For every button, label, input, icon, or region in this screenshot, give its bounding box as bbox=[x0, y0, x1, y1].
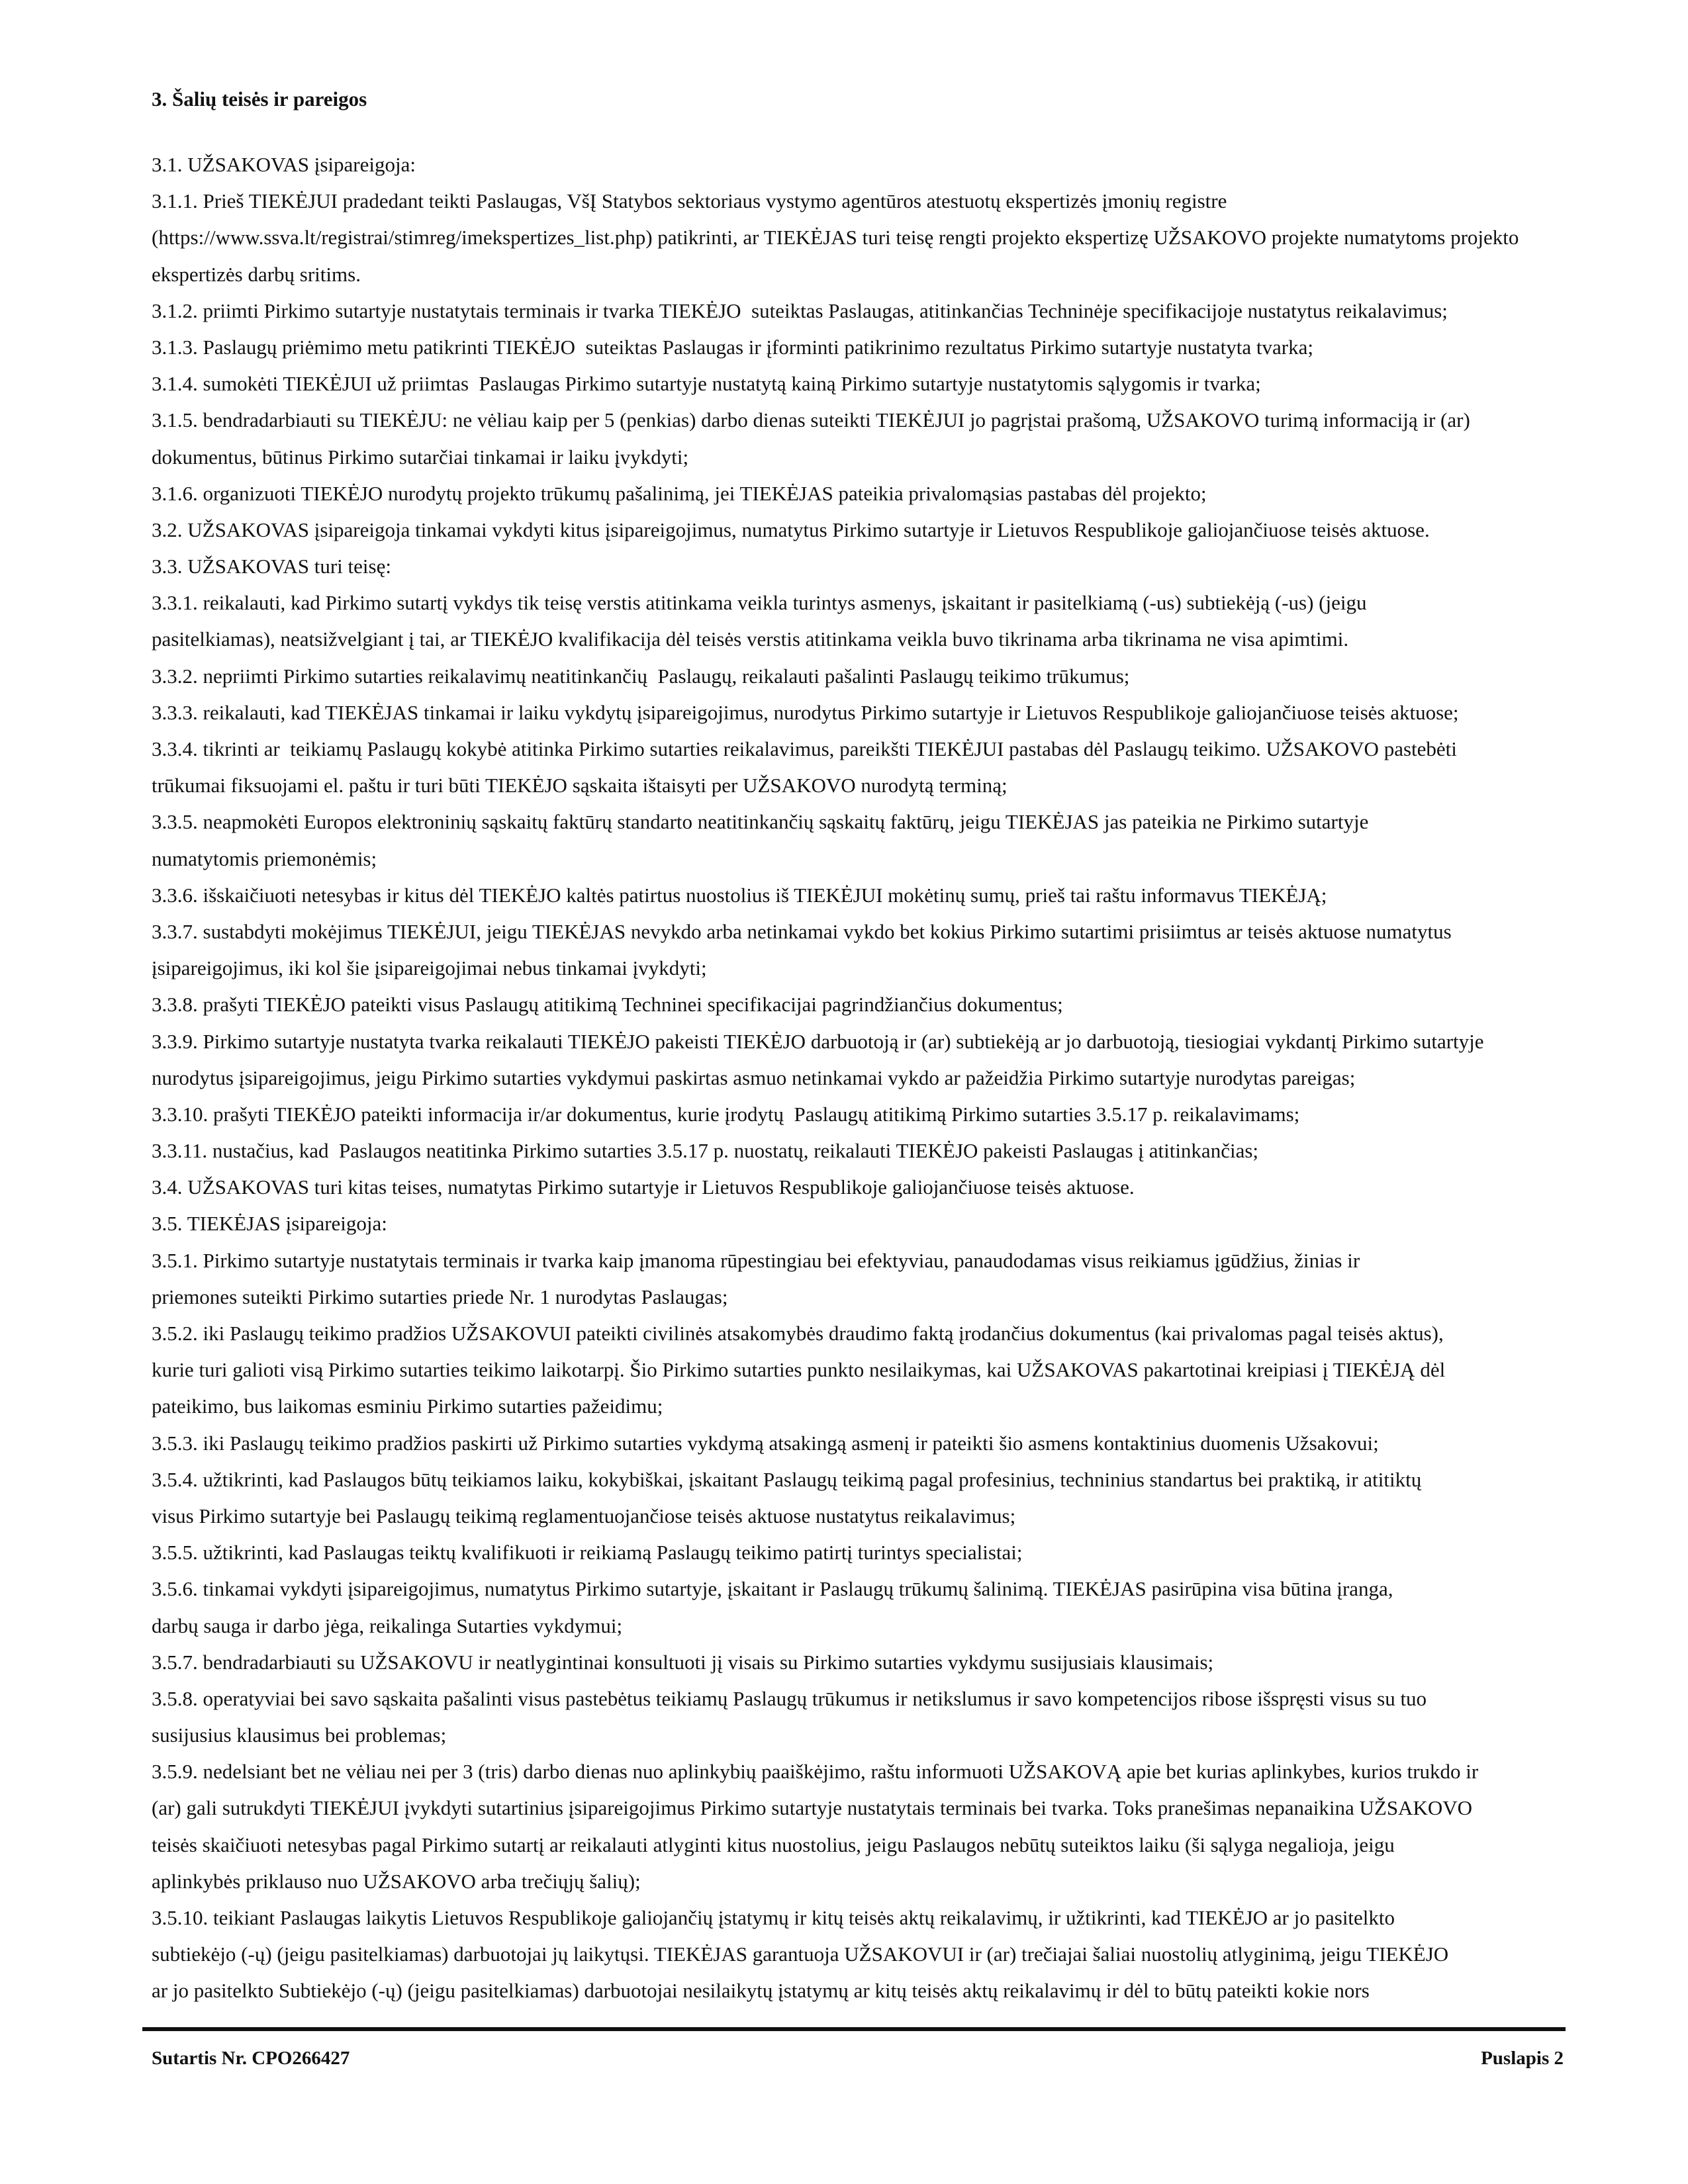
text-line: 3.1.2. priimti Pirkimo sutartyje nustatytais terminais ir tvarka TIEKĖJO suteiktas Paslaugas, atitinkančias Techninėje specifikacijoje nustatytus reikalavimus; bbox=[152, 298, 1448, 322]
text-line: 3.3.7. sustabdyti mokėjimus TIEKĖJUI, jeigu TIEKĖJAS nevykdo arba netinkamai vykdo bet kokius Pirkimo sutartimi prisiimtus ar teisės aktuose numatytus bbox=[152, 919, 1452, 943]
text-line: 3.3.4. tikrinti ar teikiamų Paslaugų kokybė atitinka Pirkimo sutarties reikalavimus, pareikšti TIEKĖJUI pastabas dėl Paslaugų teikimo. UŽSAKOVO pastebėti bbox=[152, 737, 1457, 760]
text-line: 3.1.6. organizuoti TIEKĖJO nurodytų projekto trūkumų pašalinimą, jei TIEKĖJAS pateikia privalomąsias pastabas dėl projekto; bbox=[152, 481, 1207, 505]
text-line: 3.3.8. prašyti TIEKĖJO pateikti visus Paslaugų atitikimą Techninei specifikacijai pagrindžiančius dokumentus; bbox=[152, 993, 1063, 1017]
text-line: 3.1.4. sumokėti TIEKĖJUI už priimtas Paslaugas Pirkimo sutartyje nustatytą kainą Pirkimo sutartyje nustatytomis sąlygomis ir tvarka; bbox=[152, 372, 1261, 396]
text-line: 3.5.3. iki Paslaugų teikimo pradžios paskirti už Pirkimo sutarties vykdymą atsakingą asmenį ir pateikti šio asmens kontaktinius duomenis Užsakovui; bbox=[152, 1431, 1379, 1455]
text-line: visus Pirkimo sutartyje bei Paslaugų teikimą reglamentuojančiose teisės aktuose nustatytus reikalavimus; bbox=[152, 1504, 1016, 1527]
text-line: ar jo pasitelkto Subtiekėjo (-ų) (jeigu pasitelkiamas) darbuotojai nesilaikytų įstatymų ar kitų teisės aktų reikalavimų ir dėl to būtų pateikti kokie nors bbox=[152, 1979, 1370, 2003]
text-line: 3.1.3. Paslaugų priėmimo metu patikrinti TIEKĖJO suteiktas Paslaugas ir įforminti patikrinimo rezultatus Pirkimo sutartyje nustatyta tvarka; bbox=[152, 335, 1313, 359]
text-line: kurie turi galioti visą Pirkimo sutarties teikimo laikotarpį. Šio Pirkimo sutarties punkto nesilaikymas, kai UŽSAKOVAS pakartotinai kreipiasi į TIEKĖJĄ dėl bbox=[152, 1358, 1446, 1382]
text-line: 3.5.7. bendradarbiauti su UŽSAKOVU ir neatlygintinai konsultuoti jį visais su Pirkimo sutarties vykdymu susijusiais klausimais; bbox=[152, 1650, 1214, 1674]
text-line: 3.5.10. teikiant Paslaugas laikytis Lietuvos Respublikoje galiojančių įstatymų ir kitų teisės aktų reikalavimų, ir užtikrinti, kad TIEKĖJO ar jo pasitelkto bbox=[152, 1906, 1395, 1929]
text-line: 3.1.1. Prieš TIEKĖJUI pradedant teikti Paslaugas, VšĮ Statybos sektoriaus vystymo agentūros atestuotų ekspertizės įmonių registre bbox=[152, 189, 1227, 213]
text-line: pasitelkiamas), neatsižvelgiant į tai, ar TIEKĖJO kvalifikacija dėl teisės verstis atitinkama veikla buvo tikrinama arba tikrinama ne visa apimtimi. bbox=[152, 627, 1349, 651]
text-line: 3.1.5. bendradarbiauti su TIEKĖJU: ne vėliau kaip per 5 (penkias) darbo dienas suteikti TIEKĖJUI jo pagrįstai prašomą, UŽSAKOVO turimą informaciją ir (ar) bbox=[152, 408, 1470, 432]
document-body bbox=[152, 146, 1519, 2009]
text-line: subtiekėjo (-ų) (jeigu pasitelkiamas) darbuotojai jų laikytųsi. TIEKĖJAS garantuoja UŽSAKOVUI ir (ar) trečiajai šaliai nuostolių atlyginimą, jeigu TIEKĖJO bbox=[152, 1942, 1449, 1966]
text-line: 3.5.9. nedelsiant bet ne vėliau nei per 3 (tris) darbo dienas nuo aplinkybių paaiškėjimo, raštu informuoti UŽSAKOVĄ apie bet kurias aplinkybes, kurios trukdo ir bbox=[152, 1760, 1479, 1784]
text-line: numatytomis priemonėmis; bbox=[152, 846, 377, 870]
text-line: 3.5. TIEKĖJAS įsipareigoja: bbox=[152, 1212, 387, 1236]
text-line: 3.3.3. reikalauti, kad TIEKĖJAS tinkamai ir laiku vykdytų įsipareigojimus, nurodytus Pirkimo sutartyje ir Lietuvos Respublikoje galiojančiuose teisės aktuose; bbox=[152, 700, 1459, 724]
section-title: 3. Šalių teisės ir pareigos bbox=[152, 87, 367, 111]
text-line: pateikimo, bus laikomas esminiu Pirkimo sutarties pažeidimu; bbox=[152, 1394, 663, 1418]
text-line: 3.5.4. užtikrinti, kad Paslaugos būtų teikiamos laiku, kokybiškai, įskaitant Paslaugų teikimą pagal profesinius, techninius standartus bei praktiką, ir atitiktų bbox=[152, 1467, 1422, 1491]
text-line: dokumentus, būtinus Pirkimo sutarčiai tinkamai ir laiku įvykdyti; bbox=[152, 445, 689, 469]
text-line: 3.5.8. operatyviai bei savo sąskaita pašalinti visus pastebėtus teikiamų Paslaugų trūkumus ir netikslumus ir savo kompetencijos ribose išspręsti visus su tuo bbox=[152, 1686, 1427, 1710]
text-line: nurodytus įsipareigojimus, jeigu Pirkimo sutarties vykdymui paskirtas asmuo netinkamai vykdo ar pažeidžia Pirkimo sutartyje nurodytas pareigas; bbox=[152, 1066, 1356, 1089]
text-line: teisės skaičiuoti netesybas pagal Pirkimo sutartį ar reikalauti atlyginti kitus nuostolius, jeigu Paslaugos nebūtų suteiktos laiku (ši sąlyga negalioja, jeigu bbox=[152, 1833, 1395, 1856]
footer-divider bbox=[142, 2027, 1566, 2031]
text-line: (ar) gali sutrukdyti TIEKĖJUI įvykdyti sutartinius įsipareigojimus Pirkimo sutartyje nustatytais terminais bei tvarka. Toks pranešimas nepanaikina UŽSAKOVO bbox=[152, 1796, 1472, 1820]
footer-contract-number: Sutartis Nr. CPO266427 bbox=[152, 2048, 350, 2069]
text-line: 3.1. UŽSAKOVAS įsipareigoja: bbox=[152, 153, 416, 176]
text-line: 3.5.1. Pirkimo sutartyje nustatytais terminais ir tvarka kaip įmanoma rūpestingiau bei efektyviau, panaudodamas visus reikiamus įgūdžius, žinias ir bbox=[152, 1248, 1360, 1272]
text-line: priemones suteikti Pirkimo sutarties priede Nr. 1 nurodytas Paslaugas; bbox=[152, 1285, 728, 1308]
text-line: įsipareigojimus, iki kol šie įsipareigojimai nebus tinkamai įvykdyti; bbox=[152, 956, 707, 980]
text-line: trūkumai fiksuojami el. paštu ir turi būti TIEKĖJO sąskaita ištaisyti per UŽSAKOVO nurodytą terminą; bbox=[152, 774, 1008, 797]
text-line: 3.3.1. reikalauti, kad Pirkimo sutartį vykdys tik teisę verstis atitinkama veikla turintys asmenys, įskaitant ir pasitelkiamą (-us) subtiekėją (-us) (jeigu bbox=[152, 591, 1367, 615]
text-line: 3.3.5. neapmokėti Europos elektroninių sąskaitų faktūrų standarto neatitinkančių sąskaitų faktūrų, jeigu TIEKĖJAS jas pateikia ne Pirkimo sutartyje bbox=[152, 810, 1369, 834]
text-line: 3.3.10. prašyti TIEKĖJO pateikti informacija ir/ar dokumentus, kurie įrodytų Paslaugų atitikimą Pirkimo sutarties 3.5.17 p. reikalavimams; bbox=[152, 1102, 1300, 1126]
text-line: susijusius klausimus bei problemas; bbox=[152, 1723, 447, 1747]
text-line: (https://www.ssva.lt/registrai/stimreg/imekspertizes_list.php) patikrinti, ar TIEKĖJAS turi teisę rengti projekto ekspertizę UŽSAKOVO projekte numatytoms projekto bbox=[152, 226, 1519, 250]
text-line: 3.3. UŽSAKOVAS turi teisę: bbox=[152, 555, 391, 578]
text-line: darbų sauga ir darbo jėga, reikalinga Sutarties vykdymui; bbox=[152, 1614, 623, 1637]
text-line: aplinkybės priklauso nuo UŽSAKOVO arba trečiųjų šalių); bbox=[152, 1869, 641, 1893]
footer-page-number: Puslapis 2 bbox=[1481, 2048, 1564, 2069]
text-line: 3.3.6. išskaičiuoti netesybas ir kitus dėl TIEKĖJO kaltės patirtus nuostolius iš TIEKĖJUI mokėtinų sumų, prieš tai raštu informavus TIEKĖJĄ; bbox=[152, 883, 1327, 907]
text-line: 3.2. UŽSAKOVAS įsipareigoja tinkamai vykdyti kitus įsipareigojimus, numatytus Pirkimo sutartyje ir Lietuvos Respublikoje galiojančiuose teisės aktuose. bbox=[152, 518, 1430, 541]
text-line: 3.5.2. iki Paslaugų teikimo pradžios UŽSAKOVUI pateikti civilinės atsakomybės draudimo faktą įrodančius dokumentus (kai privalomas pagal teisės aktus), bbox=[152, 1322, 1444, 1345]
text-line: ekspertizės darbų sritims. bbox=[152, 262, 361, 286]
text-line: 3.5.5. užtikrinti, kad Paslaugas teiktų kvalifikuoti ir reikiamą Paslaugų teikimo patirtį turintys specialistai; bbox=[152, 1541, 1023, 1565]
text-line: 3.4. UŽSAKOVAS turi kitas teises, numatytas Pirkimo sutartyje ir Lietuvos Respublikoje galiojančiuose teisės aktuose. bbox=[152, 1175, 1135, 1199]
text-line: 3.3.11. nustačius, kad Paslaugos neatitinka Pirkimo sutarties 3.5.17 p. nuostatų, reikalauti TIEKĖJO pakeisti Paslaugas į atitinkančias; bbox=[152, 1139, 1259, 1163]
text-line: 3.3.2. nepriimti Pirkimo sutarties reikalavimų neatitinkančių Paslaugų, reikalauti pašalinti Paslaugų teikimo trūkumus; bbox=[152, 664, 1130, 688]
text-line: 3.3.9. Pirkimo sutartyje nustatyta tvarka reikalauti TIEKĖJO pakeisti TIEKĖJO darbuotoją ir (ar) subtiekėją ar jo darbuotoją, tiesiogiai vykdantį Pirkimo sutartyje bbox=[152, 1029, 1484, 1053]
text-line: 3.5.6. tinkamai vykdyti įsipareigojimus, numatytus Pirkimo sutartyje, įskaitant ir Paslaugų trūkumų šalinimą. TIEKĖJAS pasirūpina visa būtina įranga, bbox=[152, 1577, 1393, 1601]
